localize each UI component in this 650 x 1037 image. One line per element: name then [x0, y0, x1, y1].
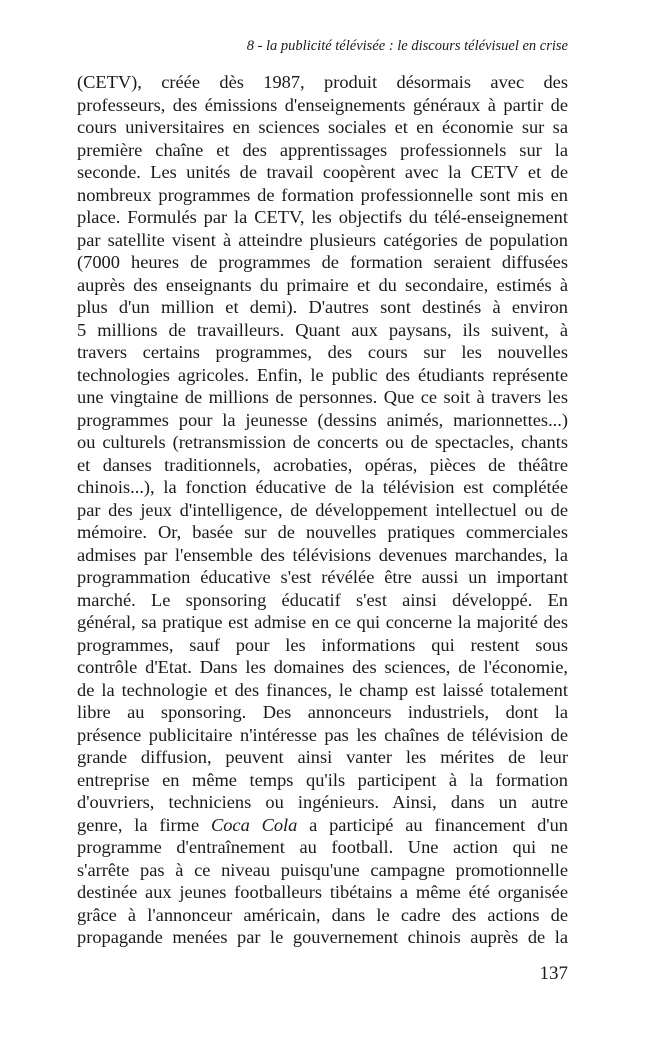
text-line: une vingtaine de millions de personnes. Que ce soit à travers les: [77, 387, 568, 407]
text-line: programmes pour la jeunesse (dessins animés, marionnettes...): [77, 409, 568, 430]
text-line: de la technologie et des finances, le champ est laissé totalement: [77, 679, 568, 700]
text-line: programme d'entraînement au football. Une action qui ne: [77, 837, 568, 857]
text-line: présence publicitaire n'intéresse pas les chaînes de télévision de: [77, 724, 568, 745]
text-line: [77, 814, 568, 837]
text-line: seconde. Les unités de travail coopèrent avec la CETV et de: [77, 162, 568, 182]
text-line: propagande menées par le gouvernement chinois auprès de la: [77, 927, 568, 947]
text-line: général, sa pratique est admise en ce qui concerne la majorité des: [77, 612, 568, 632]
text-line: auprès des enseignants du primaire et du secondaire, estimés à: [77, 274, 568, 295]
text-line: place. Formulés par la CETV, les objectifs du télé-enseignement: [77, 207, 568, 227]
page-number: 137: [539, 963, 568, 984]
text-line: libre au sponsoring. Des annonceurs industriels, dont la: [77, 702, 568, 722]
text-line: cours universitaires en sciences sociales et en économie sur sa: [77, 117, 568, 137]
text-line: mémoire. Or, basée sur de nouvelles pratiques commerciales: [77, 522, 568, 542]
text-segment: a participé au financement d'un: [297, 814, 568, 835]
text-line: première chaîne et des apprentissages professionnels sur la: [77, 139, 568, 160]
text-line: (CETV), créée dès 1987, produit désormais avec des: [77, 72, 568, 92]
text-line: d'ouvriers, techniciens ou ingénieurs. Ainsi, dans un autre: [77, 792, 568, 812]
text-line: admises par l'ensemble des télévisions devenues marchandes, la: [77, 544, 568, 565]
text-line: s'arrête pas à ce niveau puisqu'une campagne promotionnelle: [77, 859, 568, 880]
text-line: marché. Le sponsoring éducatif s'est ainsi développé. En: [77, 589, 568, 610]
text-line: nombreux programmes de formation professionnelle sont mis en: [77, 184, 568, 205]
text-line: technologies agricoles. Enfin, le public des étudiants représente: [77, 364, 568, 385]
text-line: ou culturels (retransmission de concerts ou de spectacles, chants: [77, 432, 568, 452]
text-line: professeurs, des émissions d'enseignements généraux à partir de: [77, 94, 568, 115]
text-line: plus d'un million et demi). D'autres sont destinés à environ: [77, 297, 568, 317]
text-line: 5 millions de travailleurs. Quant aux paysans, ils suivent, à: [77, 319, 568, 340]
body-text: [77, 71, 568, 949]
text-line: contrôle d'Etat. Dans les domaines des sciences, de l'économie,: [77, 657, 568, 677]
text-line: et danses traditionnels, acrobaties, opéras, pièces de théâtre: [77, 454, 568, 475]
brand-name-italic: Coca Cola: [210, 814, 298, 835]
text-line: programmes, sauf pour les informations qui restent sous: [77, 634, 568, 655]
text-line: (7000 heures de programmes de formation seraient diffusées: [77, 252, 568, 272]
text-segment: genre, la firme: [77, 814, 211, 835]
text-line: travers certains programmes, des cours sur les nouvelles: [77, 342, 568, 362]
running-header: 8 - la publicité télévisée : le discours télévisuel en crise: [246, 38, 568, 54]
text-line: entreprise en même temps qu'ils participent à la formation: [77, 769, 568, 790]
text-line: destinée aux jeunes footballeurs tibétains a même été organisée: [77, 882, 568, 902]
text-line: programmation éducative s'est révélée être aussi un important: [77, 567, 568, 587]
text-line: grande diffusion, peuvent ainsi vanter les mérites de leur: [77, 747, 568, 767]
text-line: grâce à l'annonceur américain, dans le cadre des actions de: [77, 904, 568, 925]
text-line: chinois...), la fonction éducative de la télévision est complétée: [77, 477, 568, 497]
text-line: par satellite visent à atteindre plusieurs catégories de population: [77, 229, 568, 250]
text-line: par des jeux d'intelligence, de développement intellectuel ou de: [77, 499, 568, 520]
